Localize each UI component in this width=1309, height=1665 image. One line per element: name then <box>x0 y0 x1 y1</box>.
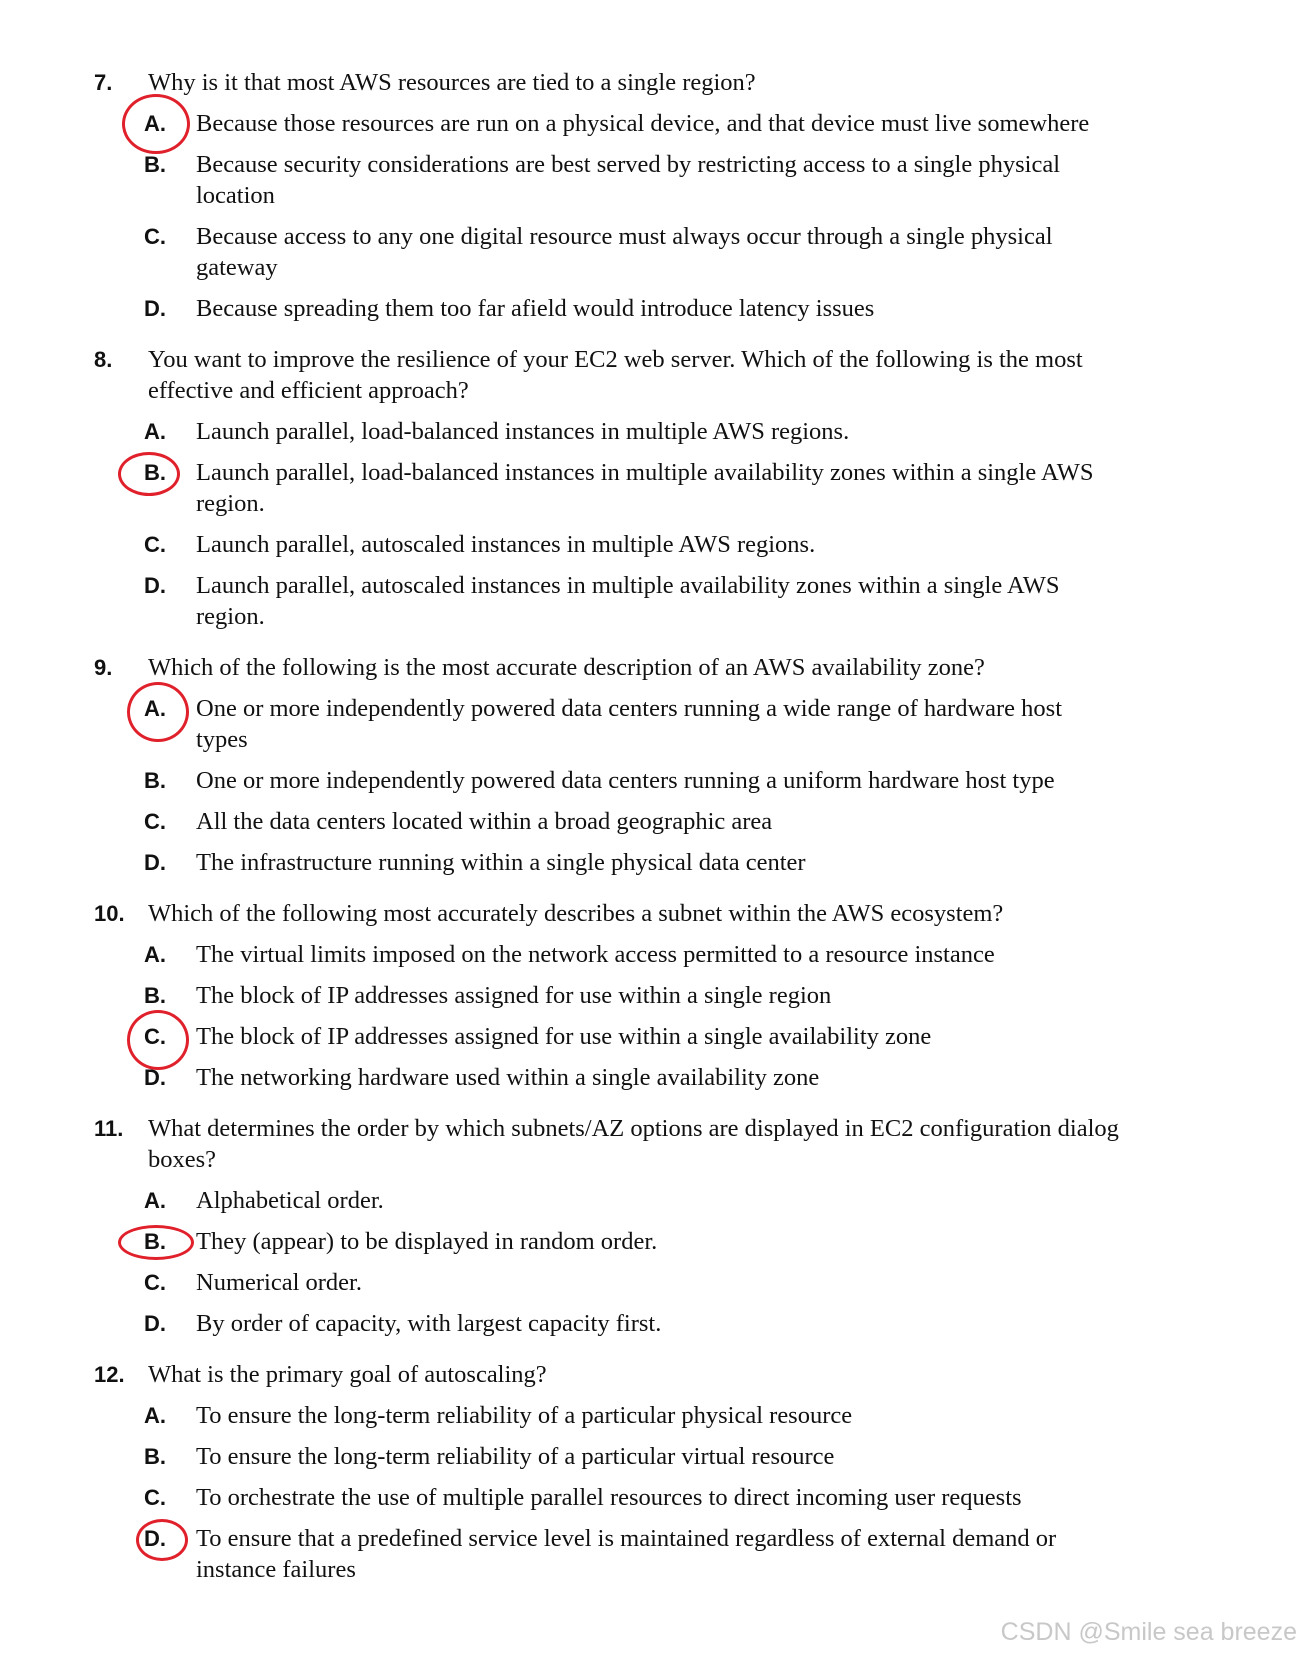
option-label: C. <box>144 1024 166 1049</box>
option-label: B. <box>144 460 166 485</box>
option-text: Launch parallel, load-balanced instances in multiple availability zones within a single AWS region. <box>196 459 1094 517</box>
option-label: A. <box>144 419 166 444</box>
question <box>0 1359 1309 1585</box>
option-text: They (appear) to be displayed in random order. <box>196 1228 658 1255</box>
answer-option <box>0 806 1309 837</box>
question-text: Why is it that most AWS resources are tied to a single region? <box>148 69 756 96</box>
option-label: D. <box>144 1311 166 1336</box>
option-label: D. <box>144 296 166 321</box>
option-text: Because access to any one digital resource must always occur through a single physical gateway <box>196 223 1053 281</box>
option-text: The virtual limits imposed on the network access permitted to a resource instance <box>196 941 995 968</box>
answer-option <box>0 108 1309 139</box>
question-text: What is the primary goal of autoscaling? <box>148 1361 547 1388</box>
option-text: To ensure the long-term reliability of a particular physical resource <box>196 1402 853 1429</box>
option-text: Alphabetical order. <box>196 1187 384 1214</box>
answer-option <box>0 1482 1309 1513</box>
answer-option <box>0 570 1309 632</box>
option-text: To orchestrate the use of multiple parallel resources to direct incoming user requests <box>196 1484 1022 1511</box>
question-number: 12. <box>94 1362 125 1387</box>
option-text: Numerical order. <box>196 1269 362 1296</box>
option-label: D. <box>144 1065 166 1090</box>
question <box>0 898 1309 1093</box>
option-text: All the data centers located within a broad geographic area <box>196 808 773 835</box>
option-text: The infrastructure running within a single physical data center <box>196 849 806 876</box>
option-label: B. <box>144 152 166 177</box>
question <box>0 652 1309 878</box>
option-label: A. <box>144 696 166 721</box>
option-label: C. <box>144 532 166 557</box>
answer-option <box>0 1021 1309 1052</box>
answer-option <box>0 457 1309 519</box>
answer-option <box>0 1441 1309 1472</box>
watermark: CSDN @Smile sea breeze <box>1000 1618 1297 1646</box>
option-text: Because spreading them too far afield would introduce latency issues <box>196 295 875 322</box>
question-text: You want to improve the resilience of your EC2 web server. Which of the following is the most effective and efficient approach? <box>148 346 1083 404</box>
option-text: Launch parallel, autoscaled instances in multiple AWS regions. <box>196 531 816 558</box>
option-text: One or more independently powered data centers running a wide range of hardware host types <box>196 695 1063 753</box>
option-label: C. <box>144 1270 166 1295</box>
option-label: A. <box>144 1188 166 1213</box>
answer-option <box>0 149 1309 211</box>
answer-option <box>0 939 1309 970</box>
option-label: A. <box>144 942 166 967</box>
quiz-document <box>0 67 1309 1585</box>
question-text: What determines the order by which subnets/AZ options are displayed in EC2 configuration dialog boxes? <box>148 1115 1119 1173</box>
answer-option <box>0 529 1309 560</box>
option-label: A. <box>144 111 166 136</box>
answer-option <box>0 416 1309 447</box>
answer-option <box>0 293 1309 324</box>
question-number: 7. <box>94 70 113 95</box>
answer-option <box>0 1267 1309 1298</box>
question-number: 8. <box>94 347 113 372</box>
answer-option <box>0 1226 1309 1257</box>
question <box>0 1113 1309 1339</box>
answer-option <box>0 693 1309 755</box>
answer-option <box>0 1400 1309 1431</box>
option-label: C. <box>144 809 166 834</box>
option-text: One or more independently powered data centers running a uniform hardware host type <box>196 767 1055 794</box>
answer-option <box>0 765 1309 796</box>
option-text: Because security considerations are best served by restricting access to a single physical location <box>196 151 1061 209</box>
option-text: To ensure the long-term reliability of a particular virtual resource <box>196 1443 835 1470</box>
option-label: C. <box>144 1485 166 1510</box>
option-text: Because those resources are run on a physical device, and that device must live somewhere <box>196 110 1090 137</box>
option-label: A. <box>144 1403 166 1428</box>
option-label: D. <box>144 850 166 875</box>
option-text: Launch parallel, load-balanced instances in multiple AWS regions. <box>196 418 850 445</box>
option-text: To ensure that a predefined service level is maintained regardless of external demand or instance failures <box>196 1525 1057 1583</box>
question-number: 9. <box>94 655 113 680</box>
answer-option <box>0 1062 1309 1093</box>
option-text: By order of capacity, with largest capacity first. <box>196 1310 662 1337</box>
question-text: Which of the following is the most accurate description of an AWS availability zone? <box>148 654 985 681</box>
answer-option <box>0 847 1309 878</box>
option-label: B. <box>144 1444 166 1469</box>
option-label: D. <box>144 573 166 598</box>
option-text: The networking hardware used within a single availability zone <box>196 1064 820 1091</box>
option-text: Launch parallel, autoscaled instances in multiple availability zones within a single AWS region. <box>196 572 1060 630</box>
answer-option <box>0 980 1309 1011</box>
option-label: B. <box>144 1229 166 1254</box>
option-label: C. <box>144 224 166 249</box>
question-text: Which of the following most accurately describes a subnet within the AWS ecosystem? <box>148 900 1004 927</box>
answer-option <box>0 1308 1309 1339</box>
question-number: 11. <box>94 1116 124 1141</box>
answer-option <box>0 1523 1309 1585</box>
option-text: The block of IP addresses assigned for use within a single region <box>196 982 832 1009</box>
option-label: B. <box>144 768 166 793</box>
option-text: The block of IP addresses assigned for use within a single availability zone <box>196 1023 932 1050</box>
question-number: 10. <box>94 901 125 926</box>
answer-option <box>0 221 1309 283</box>
option-label: B. <box>144 983 166 1008</box>
answer-option <box>0 1185 1309 1216</box>
question <box>0 67 1309 324</box>
question <box>0 344 1309 632</box>
option-label: D. <box>144 1526 166 1551</box>
